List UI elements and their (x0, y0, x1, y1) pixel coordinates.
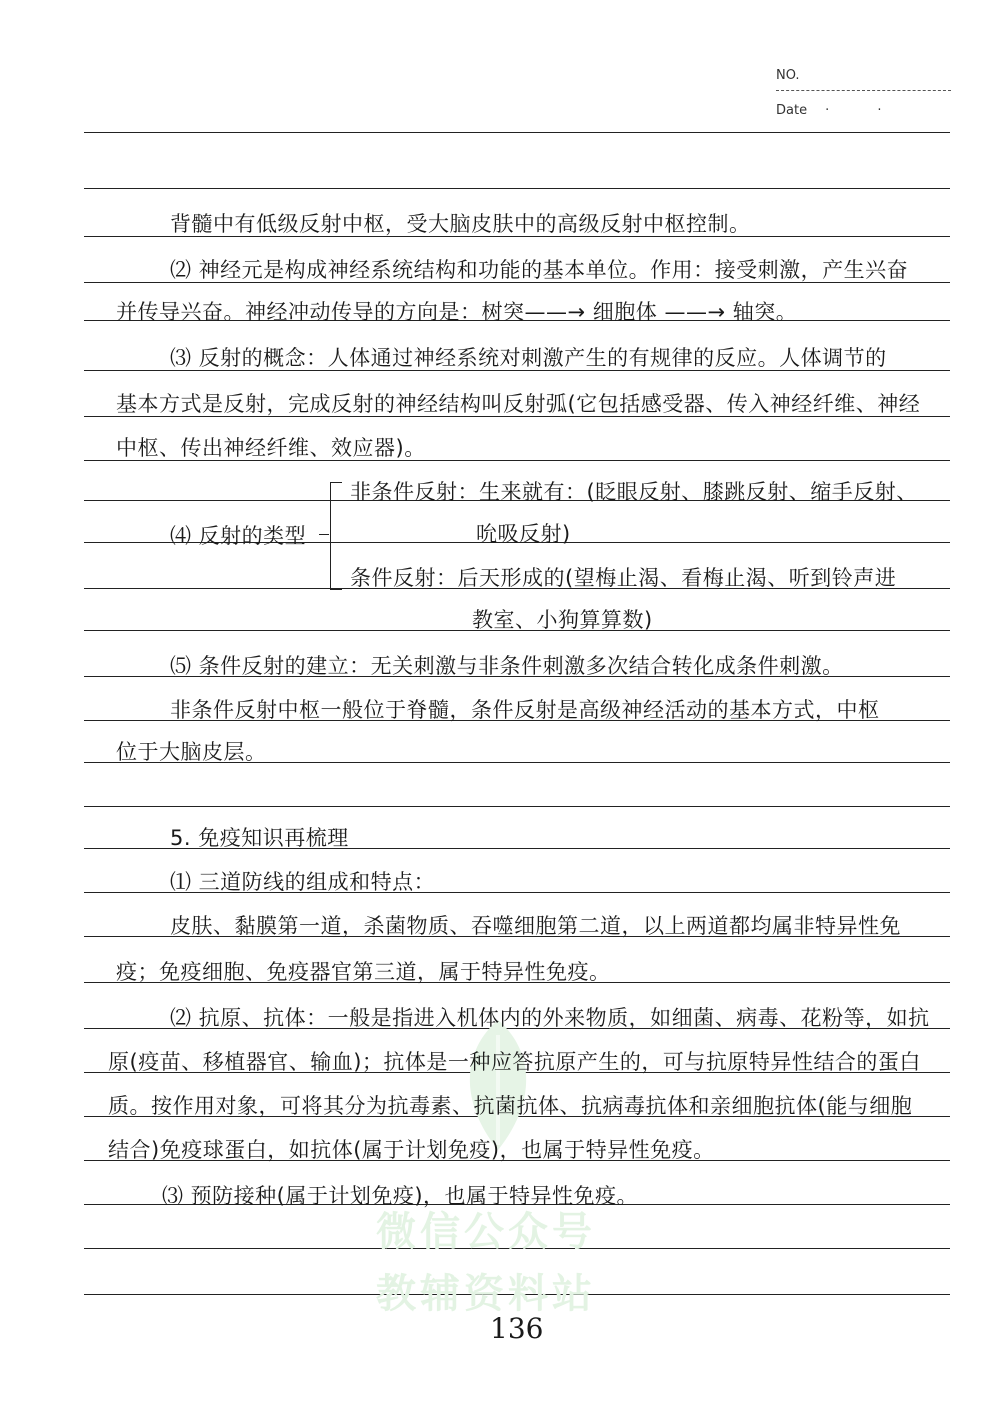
watermark-line-1: 微信公众号 (376, 1209, 596, 1255)
text-line: 皮肤、黏膜第一道，杀菌物质、吞噬细胞第二道，以上两道都均属非特异性免 (170, 914, 901, 938)
ruled-line (84, 188, 950, 189)
reflex-types-label: ⑷ 反射的类型 (170, 524, 307, 548)
text-line: 位于大脑皮层。 (116, 740, 267, 764)
curly-brace (330, 482, 345, 590)
conditioned-reflex: 条件反射：后天形成的(望梅止渴、看梅止渴、听到铃声进 (350, 566, 897, 590)
text-line: 结合)免疫球蛋白，如抗体(属于计划免疫)，也属于特异性免疫。 (108, 1138, 715, 1162)
date-label: Date (776, 103, 808, 118)
text-line: ⑵ 神经元是构成神经系统结构和功能的基本单位。作用：接受刺激，产生兴奋 (170, 258, 909, 282)
number-label: NO. (776, 68, 800, 83)
text-line: ⑸ 条件反射的建立：无关刺激与非条件刺激多次结合转化成条件刺激。 (170, 654, 844, 678)
ruled-line (84, 132, 950, 133)
text-line: 质。按作用对象，可将其分为抗毒素、抗菌抗体、抗病毒抗体和亲细胞抗体(能与细胞 (108, 1094, 913, 1118)
text-line: 非条件反射中枢一般位于脊髓，条件反射是高级神经活动的基本方式，中枢 (170, 698, 880, 722)
ruled-line (84, 806, 950, 807)
page-header (776, 68, 951, 118)
date-dots: · · (825, 103, 904, 118)
text-line: ⑶ 反射的概念：人体通过神经系统对刺激产生的有规律的反应。人体调节的 (170, 346, 887, 370)
text-line: 并传导兴奋。神经冲动传导的方向是：树突——→ 细胞体 ——→ 轴突。 (116, 300, 798, 324)
text-line: 疫；免疫细胞、免疫器官第三道，属于特异性免疫。 (116, 960, 611, 984)
text-line: ⑵ 抗原、抗体：一般是指进入机体内的外来物质，如细菌、病毒、花粉等，如抗 (170, 1006, 930, 1030)
page-number: 136 (490, 1312, 544, 1345)
unconditioned-reflex-cont: 吮吸反射) (476, 522, 571, 546)
text-line: 基本方式是反射，完成反射的神经结构叫反射弧(它包括感受器、传入神经纤维、神经 (116, 392, 921, 416)
section-heading: 5. 免疫知识再梳理 (170, 826, 349, 850)
text-line: 中枢、传出神经纤维、效应器)。 (116, 436, 426, 460)
text-line: ⑶ 预防接种(属于计划免疫)，也属于特异性免疫。 (162, 1184, 639, 1208)
date-field (776, 103, 951, 118)
text-line: 背髓中有低级反射中枢，受大脑皮肤中的高级反射中枢控制。 (170, 212, 751, 236)
watermark-line-2: 教辅资料站 (376, 1271, 596, 1317)
conditioned-reflex-cont: 教室、小狗算算数) (472, 608, 653, 632)
text-line: 原(疫苗、移植器官、输血)；抗体是一种应答抗原产生的，可与抗原特异性结合的蛋白 (108, 1050, 921, 1074)
number-field (776, 68, 951, 91)
unconditioned-reflex: 非条件反射：生来就有：(眨眼反射、膝跳反射、缩手反射、 (350, 480, 918, 504)
text-line: ⑴ 三道防线的组成和特点： (170, 870, 436, 894)
